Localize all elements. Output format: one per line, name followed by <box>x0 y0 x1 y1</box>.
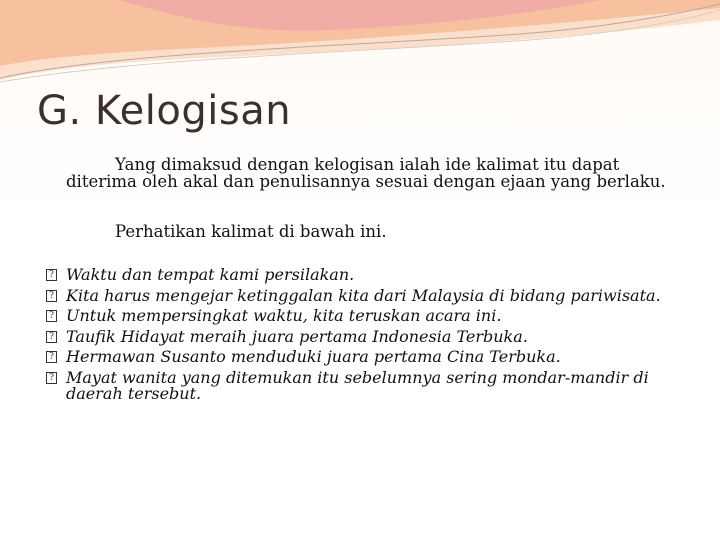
header-wave-decoration <box>0 0 720 90</box>
list-item-text: Untuk mempersingkat waktu, kita teruskan acara ini. <box>66 306 502 325</box>
list-item <box>46 367 686 403</box>
list-item-text: Kita harus mengejar ketinggalan kita dari Malaysia di bidang pariwisata. <box>66 285 661 305</box>
list-item-text: Hermawan Susanto menduduki juara pertama Cina Terbuka. <box>66 347 561 366</box>
unknown-glyph-box-icon: ? <box>46 372 57 384</box>
list-item <box>46 349 686 366</box>
list-item-text: Mayat wanita yang ditemukan itu sebelumnya sering mondar-mandir di daerah tersebut. <box>66 367 649 403</box>
unknown-glyph-box-icon: ? <box>46 290 57 302</box>
list-item <box>46 285 686 305</box>
instruction-text: Perhatikan kalimat di bawah ini. <box>115 222 387 241</box>
list-item <box>46 308 686 325</box>
list-item <box>46 326 686 346</box>
slide-title: G. Kelogisan <box>37 88 292 134</box>
list-item-text: Taufik Hidayat meraih juara pertama Indonesia Terbuka. <box>66 326 528 346</box>
list-item-text: Waktu dan tempat kami persilakan. <box>66 265 355 284</box>
intro-paragraph: Yang dimaksud dengan kelogisan ialah ide kalimat itu dapat diterima oleh akal dan penulisannya sesuai dengan ejaan yang berlaku. <box>66 155 666 191</box>
unknown-glyph-box-icon: ? <box>46 331 57 343</box>
unknown-glyph-box-icon: ? <box>46 351 57 363</box>
unknown-glyph-box-icon: ? <box>46 310 57 322</box>
list-item <box>46 267 686 284</box>
unknown-glyph-box-icon: ? <box>46 269 57 281</box>
example-sentence-list <box>46 267 686 407</box>
